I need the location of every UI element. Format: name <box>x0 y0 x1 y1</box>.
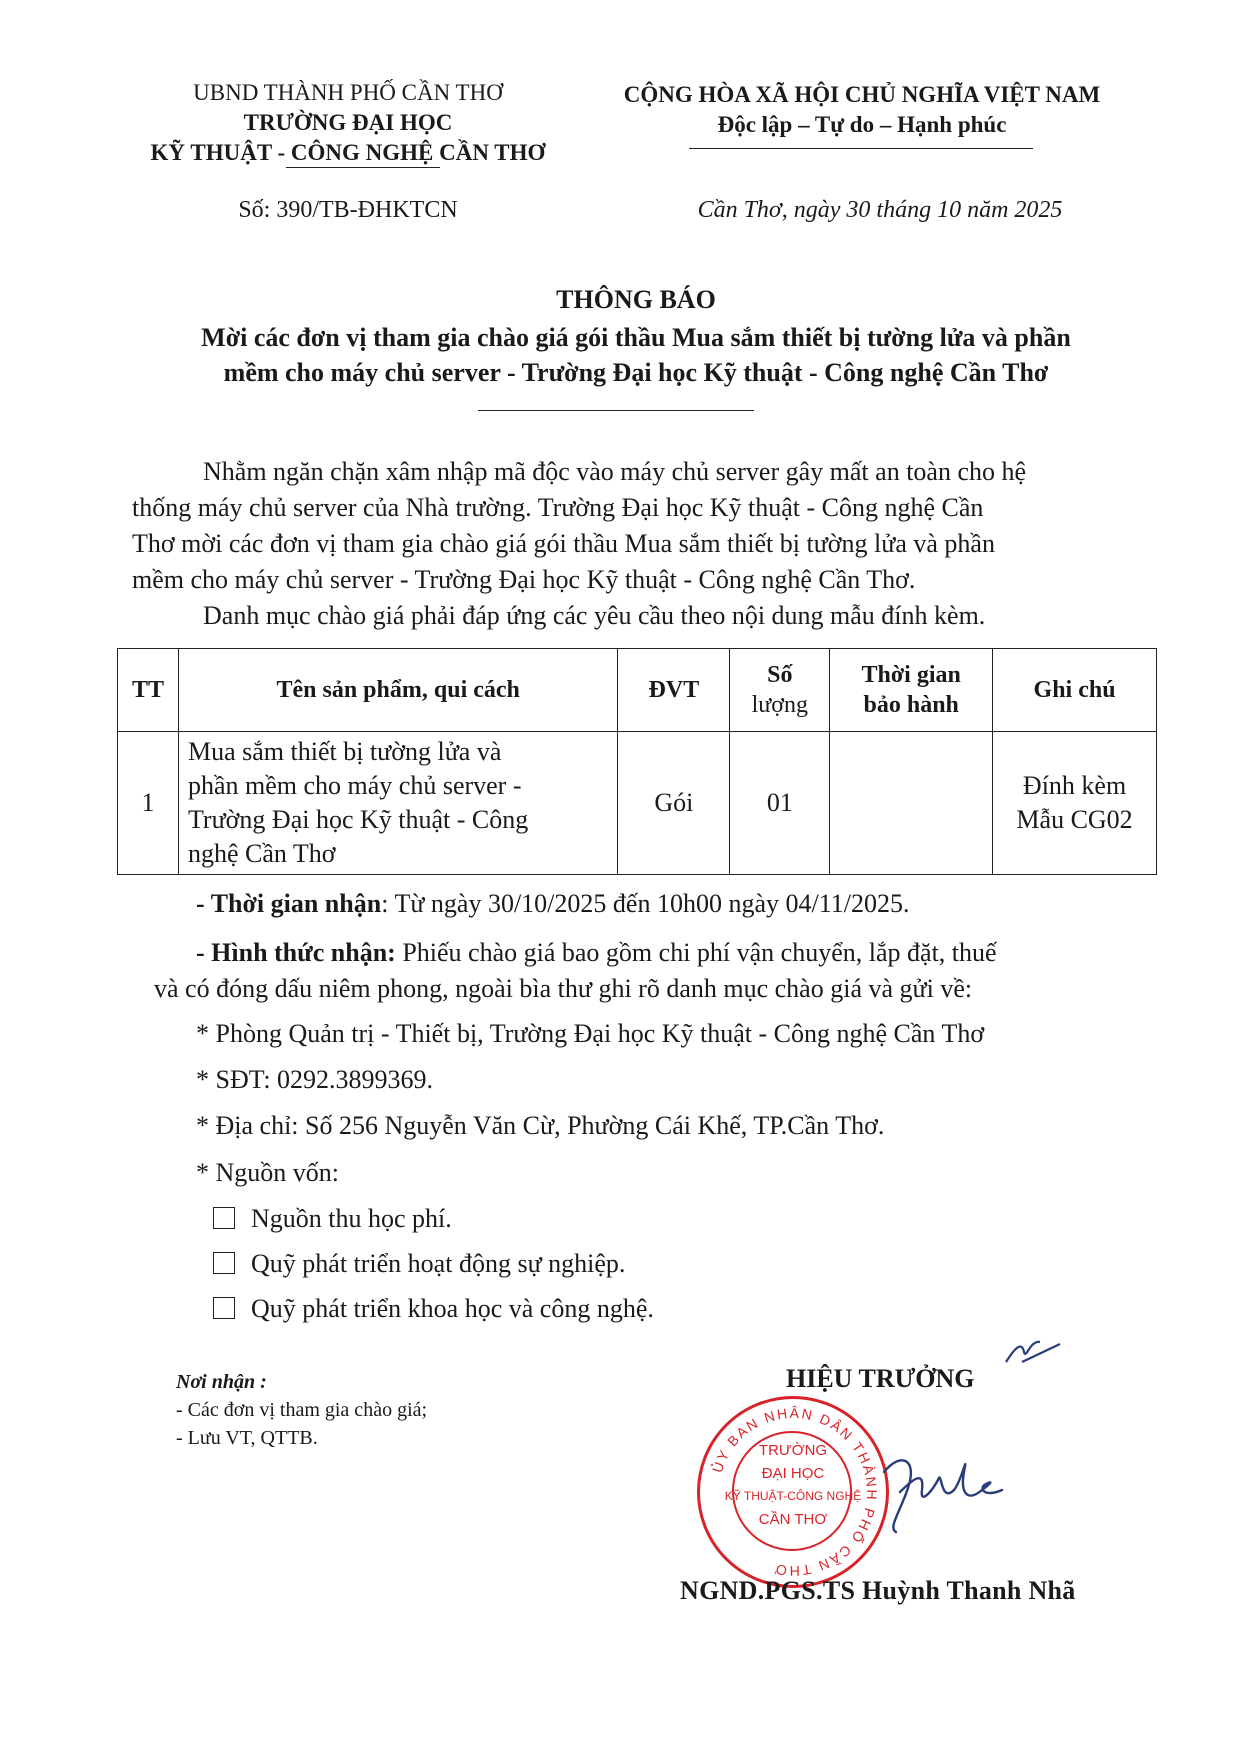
funding-option-3-label: Quỹ phát triển khoa học và công nghệ. <box>251 1294 654 1323</box>
header-quantity <box>730 649 830 732</box>
header-unit: ĐVT <box>618 649 730 732</box>
header-warranty-line1: Thời gian <box>861 662 961 688</box>
official-seal <box>697 1396 889 1588</box>
header-right <box>592 80 1132 140</box>
cell-product <box>178 732 617 875</box>
recipients-label: Nơi nhận : <box>176 1371 267 1393</box>
cell-product-line4: nghệ Cần Thơ <box>187 839 336 868</box>
funding-label: * Nguồn vốn: <box>196 1158 339 1187</box>
cell-product-line3: Trường Đại học Kỹ thuật - Công <box>187 805 529 834</box>
funding-option-1 <box>213 1201 1113 1237</box>
seal-center-text <box>700 1439 886 1531</box>
cell-quantity: 01 <box>730 732 830 875</box>
signer-name: NGND.PGS.TS Huỳnh Thanh Nhã <box>680 1576 1076 1605</box>
notice-heading: THÔNG BÁO <box>556 285 716 314</box>
header-note: Ghi chú <box>993 649 1157 732</box>
seal-ring-label: ỦY BAN NHÂN DÂN THÀNH PHỐ CẦN THƠ <box>708 1404 881 1580</box>
funding-option-1-label: Nguồn thu học phí. <box>251 1204 452 1233</box>
body-line2: thống máy chủ server của Nhà trường. Trường Đại học Kỹ thuật - Công nghệ Cần <box>132 493 984 522</box>
cell-note-line1: Đính kèm <box>1022 771 1127 800</box>
funding-option-2-label: Quỹ phát triển hoạt động sự nghiệp. <box>251 1249 626 1278</box>
header-left <box>118 78 578 168</box>
title-underline <box>478 410 754 411</box>
checkbox-operations-fund[interactable] <box>213 1252 235 1274</box>
receive-method-text1: Phiếu chào giá bao gồm chi phí vận chuyển, lắp đặt, thuế <box>395 938 997 967</box>
cell-product-line2: phần mềm cho máy chủ server - <box>187 771 522 800</box>
contact-office: * Phòng Quản trị - Thiết bị, Trường Đại học Kỹ thuật - Công nghệ Cần Thơ <box>196 1019 985 1048</box>
body-paragraph <box>132 454 1157 634</box>
header-warranty-line2: bảo hành <box>863 692 959 718</box>
header-left-underline <box>286 167 440 168</box>
receive-time <box>196 886 1156 922</box>
seal-line4: CẦN THƠ <box>758 1511 828 1528</box>
motto: Độc lập – Tự do – Hạnh phúc <box>717 112 1007 137</box>
place-and-date: Cần Thơ, ngày 30 tháng 10 năm 2025 <box>697 197 1063 223</box>
receive-time-label: - Thời gian nhận <box>196 889 382 918</box>
signer-role: HIỆU TRƯỞNG <box>786 1364 975 1393</box>
body-line3: Thơ mời các đơn vị tham gia chào giá gói thầu Mua sắm thiết bị tường lửa và phần <box>132 529 995 558</box>
receive-method-text2: và có đóng dấu niêm phong, ngoài bìa thư ghi rõ danh mục chào giá và gửi về: <box>154 974 973 1003</box>
checkbox-science-fund[interactable] <box>213 1297 235 1319</box>
handwritten-signature <box>870 1432 1020 1542</box>
cell-product-line1: Mua sắm thiết bị tường lửa và <box>187 737 502 766</box>
goods-table <box>117 648 1157 875</box>
initial-mark-icon <box>1000 1332 1070 1384</box>
header-product: Tên sản phẩm, qui cách <box>178 649 617 732</box>
receive-method-label: - Hình thức nhận: <box>196 938 396 967</box>
funding-option-3 <box>213 1291 1113 1327</box>
authority-name: UBND THÀNH PHỐ CẦN THƠ <box>193 80 503 105</box>
cell-unit: Gói <box>618 732 730 875</box>
recipient-item-2: - Lưu VT, QTTB. <box>176 1427 318 1449</box>
notice-subject <box>100 320 1172 390</box>
cell-tt: 1 <box>118 732 179 875</box>
cell-note-line2: Mẫu CG02 <box>1016 805 1133 834</box>
cell-warranty <box>830 732 993 875</box>
body-line1: Nhằm ngăn chặn xâm nhập mã độc vào máy chủ server gây mất an toàn cho hệ <box>203 457 1027 486</box>
seal-line3: KỸ THUẬT-CÔNG NGHỆ <box>724 1489 862 1503</box>
receive-method <box>154 935 1157 1007</box>
nation-title: CỘNG HÒA XÃ HỘI CHỦ NGHĨA VIỆT NAM <box>623 82 1101 107</box>
contact-address: * Địa chỉ: Số 256 Nguyễn Văn Cừ, Phường Cái Khế, TP.Cần Thơ. <box>196 1111 885 1140</box>
body-line5: Danh mục chào giá phải đáp ứng các yêu cầu theo nội dung mẫu đính kèm. <box>203 601 986 630</box>
table-row <box>118 732 1157 875</box>
funding-option-2 <box>213 1246 1113 1282</box>
header-tt: TT <box>118 649 179 732</box>
header-quantity-line1: Số <box>767 662 793 688</box>
cell-note <box>993 732 1157 875</box>
receive-time-text: : Từ ngày 30/10/2025 đến 10h00 ngày 04/11/2025. <box>381 889 910 918</box>
recipient-item-1: - Các đơn vị tham gia chào giá; <box>176 1399 428 1421</box>
motto-underline <box>689 148 1033 149</box>
header-warranty <box>830 649 993 732</box>
table-header-row <box>118 649 1157 732</box>
document-number: Số: 390/TB-ĐHKTCN <box>238 197 458 223</box>
school-name-line2: KỸ THUẬT - CÔNG NGHỆ CẦN THƠ <box>150 140 546 165</box>
notice-subject-line1: Mời các đơn vị tham gia chào giá gói thầu Mua sắm thiết bị tường lửa và phần <box>201 323 1071 352</box>
seal-line1: TRƯỜNG <box>758 1442 828 1459</box>
body-line4: mềm cho máy chủ server - Trường Đại học Kỹ thuật - Công nghệ Cần Thơ. <box>132 565 916 594</box>
seal-line2: ĐẠI HỌC <box>761 1465 825 1482</box>
header-quantity-line2: lượng <box>751 692 808 718</box>
school-name-line1: TRƯỜNG ĐẠI HỌC <box>243 110 453 135</box>
recipients-block <box>176 1368 427 1452</box>
contact-phone: * SĐT: 0292.3899369. <box>196 1065 434 1094</box>
notice-subject-line2: mềm cho máy chủ server - Trường Đại học Kỹ thuật - Công nghệ Cần Thơ <box>223 358 1049 387</box>
checkbox-tuition[interactable] <box>213 1207 235 1229</box>
